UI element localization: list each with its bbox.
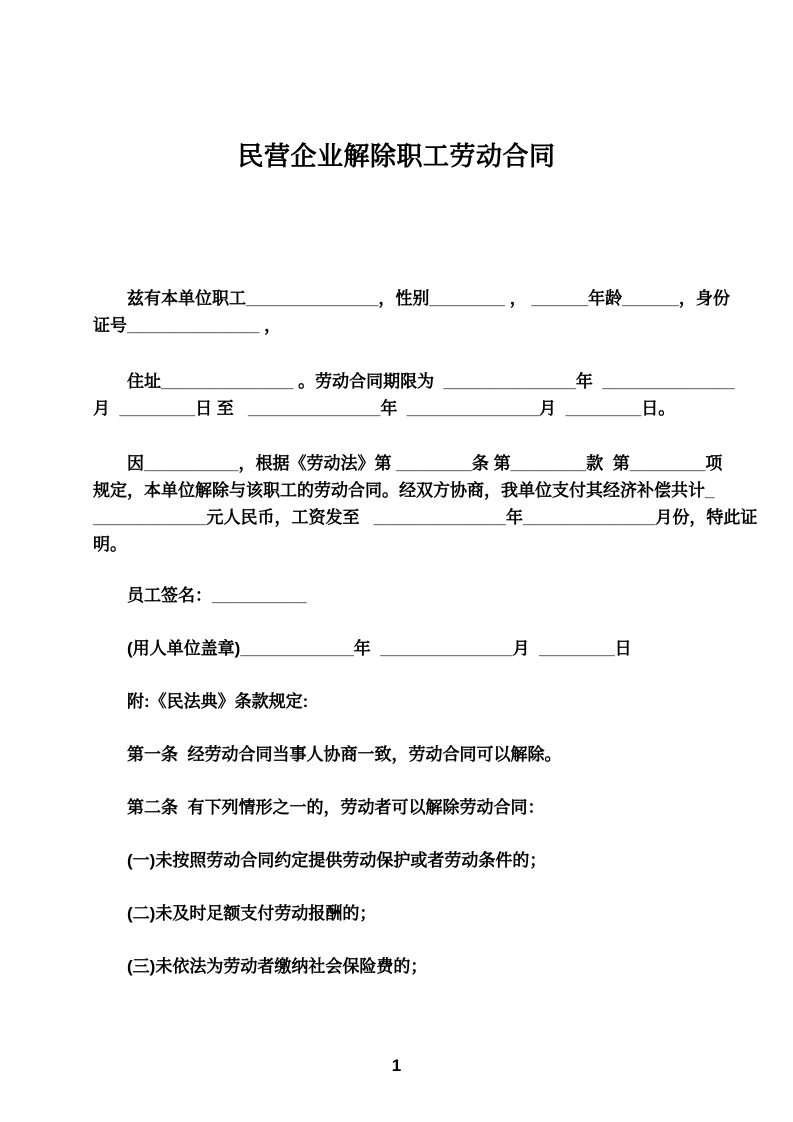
paragraph-termination-line1: 因__________，根据《劳动法》第 ________条 第________款 第________项: [127, 454, 723, 473]
paragraph-termination-line4: 明。: [93, 535, 127, 554]
document-content: [93, 0, 758, 1122]
annex-article-2: [93, 794, 700, 821]
paragraph-address-term-line1: 住址______________ 。劳动合同期限为 ______________年 ______________: [127, 372, 735, 391]
paragraph-address-term-line2: 月 ________日 至 ______________年 ______________月 ________日。: [93, 399, 676, 418]
paragraph-address-term: [93, 368, 735, 422]
employee-signature-line: [93, 582, 700, 609]
paragraph-employee-info-line1: 兹有本单位职工______________，性别________ ， ______年龄______，身份: [127, 289, 730, 308]
employer-stamp-line: [93, 635, 700, 662]
employee-signature-text: 员工签名：__________: [127, 586, 307, 605]
employer-stamp-text: (用人单位盖章)____________年 ______________月 ________日: [127, 639, 632, 658]
annex-article-2-item-3: [93, 953, 700, 980]
annex-article-2-item-2: [93, 900, 700, 927]
paragraph-termination: [93, 450, 758, 558]
annex-article-2-item-2-text: (二)未及时足额支付劳动报酬的；: [127, 904, 377, 923]
paragraph-employee-info: [93, 285, 730, 339]
annex-article-2-text: 第二条 有下列情形之一的，劳动者可以解除劳动合同：: [127, 798, 545, 817]
annex-article-2-item-1: [93, 847, 700, 874]
annex-article-2-item-1-text: (一)未按照劳动合同约定提供劳动保护或者劳动条件的；: [127, 851, 547, 870]
annex-article-1-text: 第一条 经劳动合同当事人协商一致，劳动合同可以解除。: [127, 745, 562, 764]
annex-heading-text: 附:《民法典》条款规定:: [127, 692, 309, 711]
page-title: 民营企业解除职工劳动合同: [237, 141, 556, 171]
paragraph-employee-info-line2: 证号______________ ，: [93, 316, 282, 335]
annex-article-2-item-3-text: (三)未依法为劳动者缴纳社会保险费的；: [127, 957, 428, 976]
paragraph-termination-line2: 规定，本单位解除与该职工的劳动合同。经双方协商，我单位支付其经济补偿共计_: [93, 481, 715, 500]
page-number: 1: [391, 1056, 402, 1075]
annex-heading: [93, 688, 700, 715]
paragraph-termination-line3: ____________元人民币，工资发至 ______________年______________月份，特此证: [93, 508, 758, 527]
annex-article-1: [93, 741, 700, 768]
